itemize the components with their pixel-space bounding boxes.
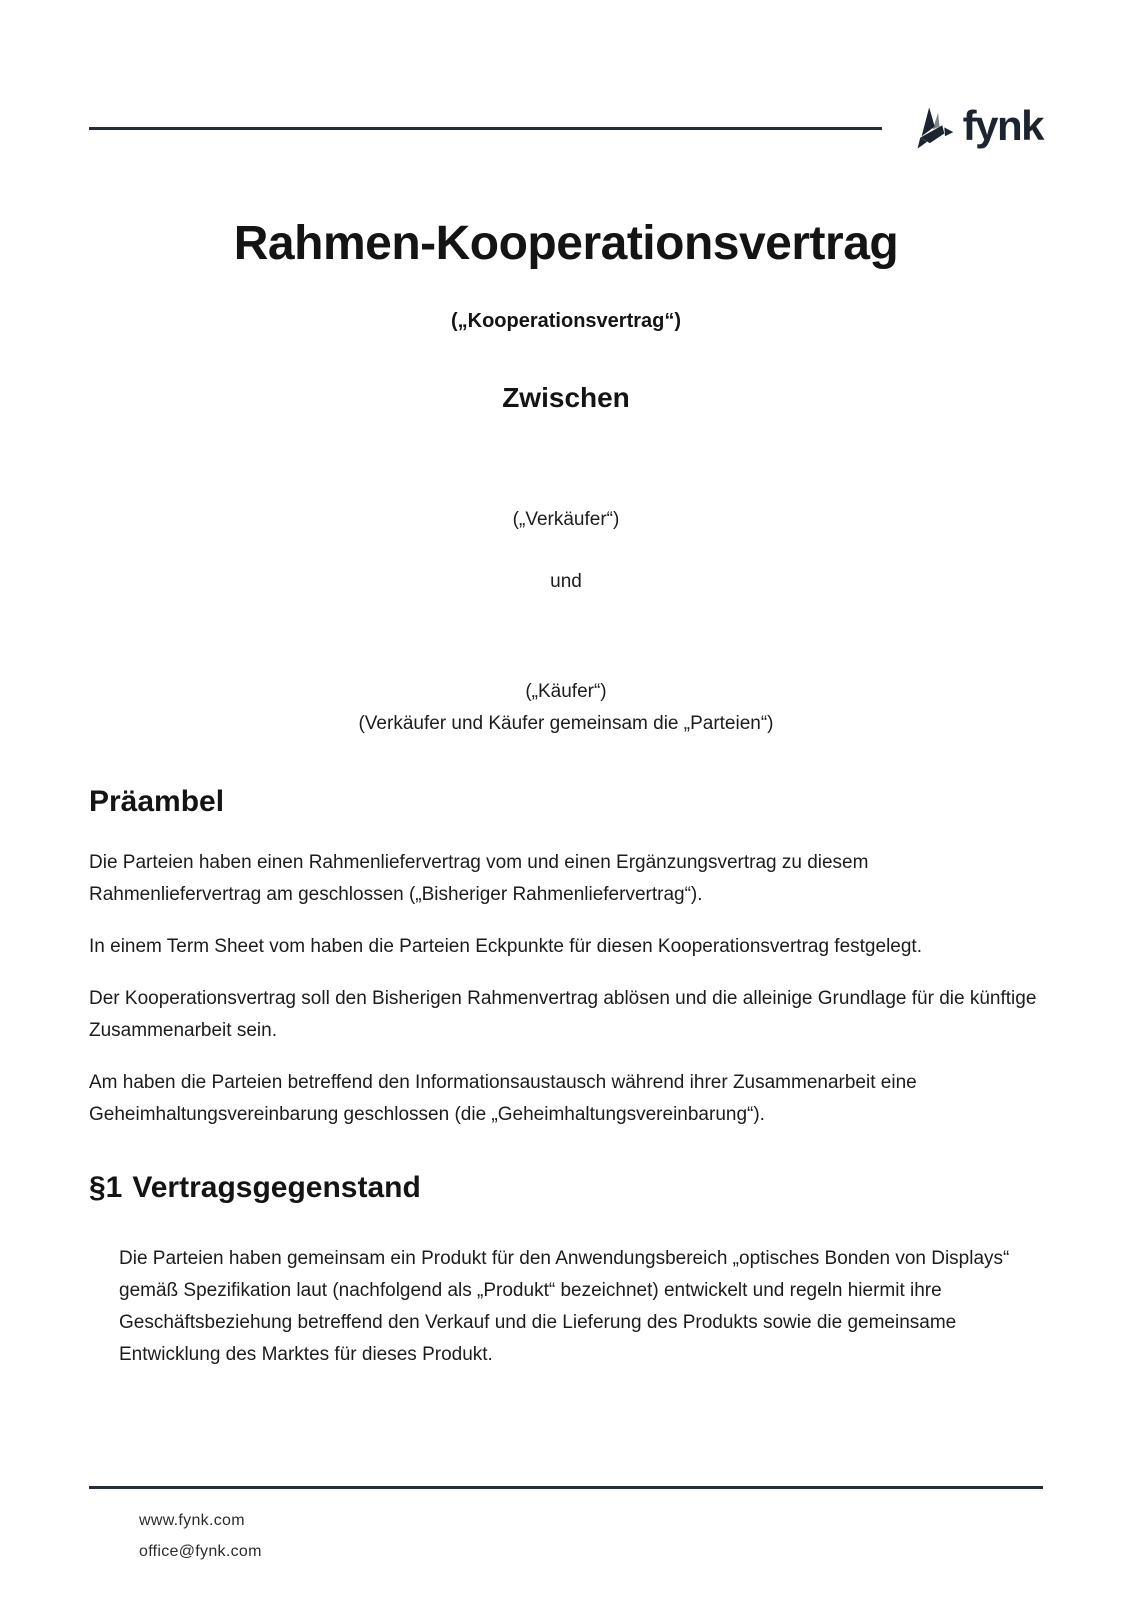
- parties-note: (Verkäufer und Käufer gemeinsam die „Parteien“): [358, 713, 774, 734]
- document-subtitle: („Kooperationsvertrag“): [450, 310, 682, 332]
- page-footer: [89, 1486, 1043, 1567]
- paragraph-praeambel-3: Der Kooperationsvertrag soll den Bisherigen Rahmenvertrag ablösen und die alleinige Grundlage für die künftige Zusammenarbeit sein.: [89, 988, 1037, 1041]
- party-buyer-label: („Käufer“): [525, 681, 607, 702]
- party-seller-label: („Verkäufer“): [512, 509, 620, 530]
- footer-contact: [139, 1505, 1043, 1567]
- paragraph-praeambel-1: Die Parteien haben einen Rahmenliefervertrag vom und einen Ergänzungsvertrag zu diesem Rahmenliefervertrag am geschlossen („Bisheriger Rahmenliefervertrag“).: [89, 852, 869, 905]
- section-praeambel: [89, 783, 1043, 1131]
- section-heading-praeambel: Präambel: [89, 785, 225, 818]
- footer-divider: [89, 1486, 1043, 1489]
- section-vertragsgegenstand: [89, 1169, 1043, 1371]
- and-label: und: [550, 571, 582, 592]
- between-heading: Zwischen: [502, 382, 630, 413]
- section-heading-vertragsgegenstand: [89, 1169, 1043, 1207]
- section-heading-text: Vertragsgegenstand: [132, 1171, 421, 1204]
- logo-text: fynk: [962, 102, 1043, 149]
- paragraph-praeambel-4: Am haben die Parteien betreffend den Informationsaustausch während ihrer Zusammenarbeit eine Geheimhaltungsvereinbarung geschlossen (die „Geheimhaltungsvereinbarung“).: [89, 1072, 917, 1125]
- document-body: [89, 0, 1043, 1371]
- section-number: §1: [89, 1171, 123, 1204]
- paragraph-vertragsgegenstand-1: Die Parteien haben gemeinsam ein Produkt für den Anwendungsbereich „optisches Bonden von Displays“ gemäß Spezifikation laut (nachfolgend als „Produkt“ bezeichnet) entwickelt und regeln hiermit ihre Geschäftsbeziehung betreffend den Verkauf und die Lieferung des Produkts sowie die gemeinsame Entwicklung des Marktes für dieses Produkt.: [119, 1248, 1010, 1365]
- document-title: Rahmen-Kooperationsvertrag: [233, 217, 899, 270]
- paragraph-praeambel-2: In einem Term Sheet vom haben die Parteien Eckpunkte für diesen Kooperationsvertrag festgelegt.: [89, 936, 922, 957]
- footer-website: www.fynk.com: [139, 1512, 245, 1529]
- footer-email: office@fynk.com: [139, 1543, 262, 1560]
